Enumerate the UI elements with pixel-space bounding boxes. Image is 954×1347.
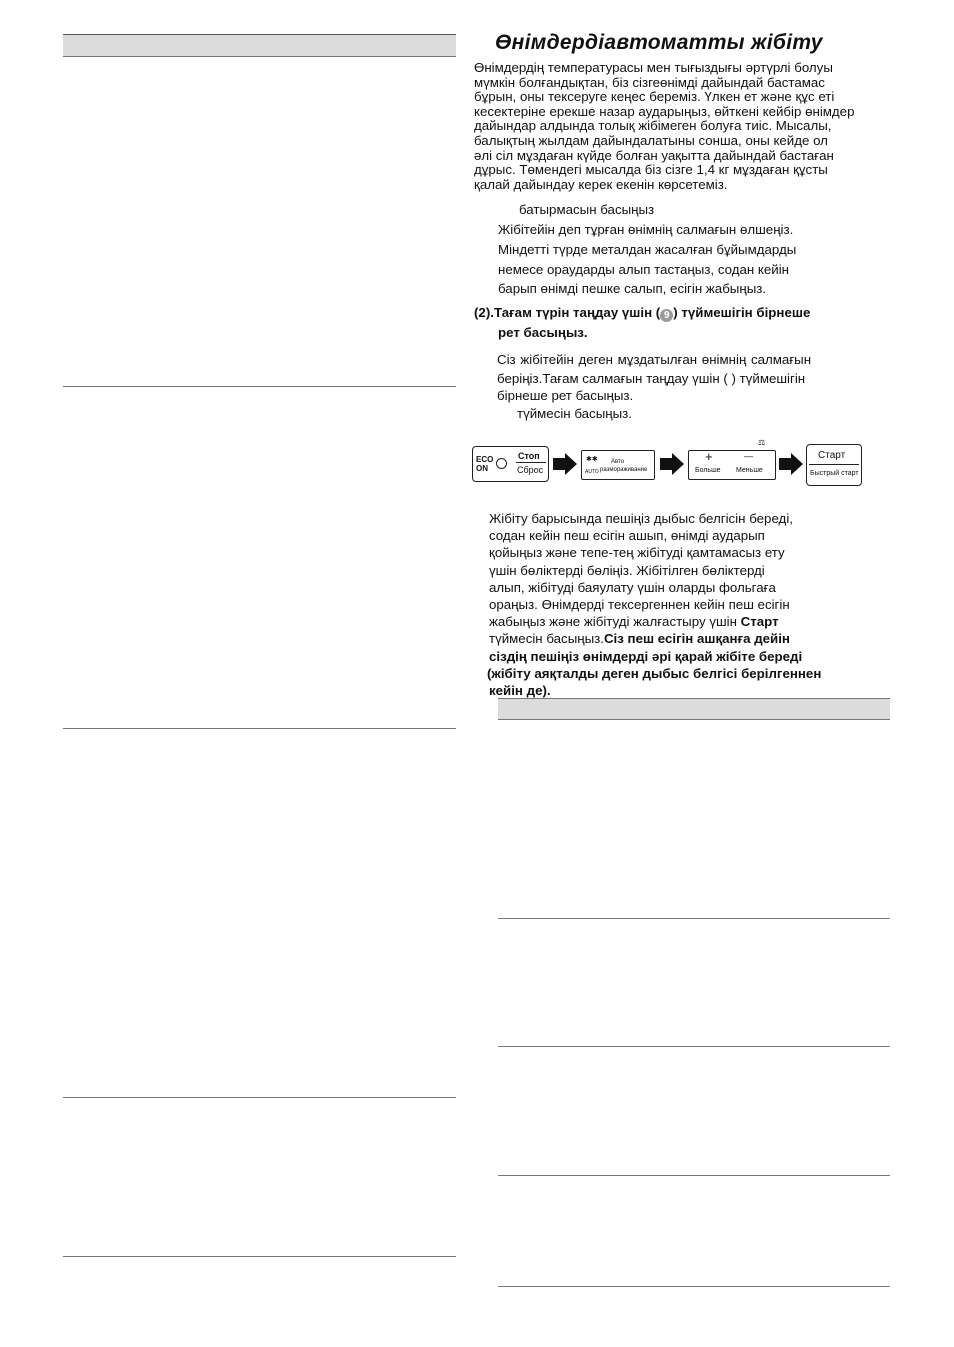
minus-icon: — bbox=[744, 451, 753, 461]
intro-line: кесектеріне ерекше назар аударыңыз, өйткені кейбір өнімдер bbox=[474, 103, 855, 119]
step3-line: беріңіз.Тағам салмағын таңдау үшін ( ) түймешігін bbox=[497, 370, 806, 386]
right-divider-2 bbox=[498, 1046, 890, 1047]
left-divider-3 bbox=[63, 1097, 456, 1098]
step2-prefix: (2).Тағам түрін таңдау үшін ( bbox=[474, 305, 661, 320]
step1-line: батырмасын басыңыз bbox=[519, 202, 655, 217]
note-line: содан кейін пеш есігін ашып, өнімді аударып bbox=[489, 528, 765, 544]
eco-leaf-icon bbox=[496, 458, 507, 469]
intro-line: қалай дайындау керек екенін көрсетеміз. bbox=[474, 176, 728, 192]
arrow-right-icon bbox=[779, 453, 803, 475]
weight-icon: ⚖ bbox=[758, 438, 766, 447]
intro-line: балықтың жылдам дайындалатыны сонша, оны кейде ол bbox=[474, 132, 828, 148]
note-bold-text: Сіз пеш есігін ашқанға дейін bbox=[603, 631, 790, 647]
step3-line: түймесін басыңыз. bbox=[517, 405, 632, 421]
auto-label: Авто bbox=[611, 459, 625, 465]
step1-line: немесе ораударды алып тастаңыз, содан кейін bbox=[498, 261, 789, 277]
arrow-right-icon bbox=[553, 453, 577, 475]
left-divider-4 bbox=[63, 1256, 456, 1257]
auto-defrost-button[interactable] bbox=[581, 450, 655, 480]
note-bold-line: кейін де). bbox=[489, 683, 551, 699]
defrost-label: размораживание bbox=[600, 467, 648, 473]
step1-line: Жібітейін деп тұрған өнімнің салмағын өлшеңіз. bbox=[498, 222, 794, 237]
more-label: Больше bbox=[695, 467, 721, 474]
note-line bbox=[489, 613, 841, 630]
step3-line: бірнеше рет басыңыз. bbox=[497, 387, 634, 403]
stop-reset-button-panel[interactable] bbox=[472, 446, 549, 482]
eco-label: ECO bbox=[476, 455, 494, 464]
step2-heading bbox=[474, 303, 874, 343]
start-word: Старт bbox=[740, 614, 779, 630]
note-bold-line: сіздің пешіңіз өнімдерді әрі қарай жібіте береді bbox=[489, 648, 803, 664]
intro-line: бұрын, оны тексеруге кеңес береміз. Үлкен ет және құс еті bbox=[474, 89, 835, 105]
step2-line-2: рет басыңыз. bbox=[498, 324, 588, 340]
note-line bbox=[489, 630, 841, 647]
auto-small-label: AUTO bbox=[585, 469, 599, 475]
step1-line: Міндетті түрде металдан жасалған бұйымдарды bbox=[498, 241, 797, 257]
on-label: ON bbox=[476, 464, 488, 473]
less-label: Меньше bbox=[736, 467, 763, 474]
arrow-right-icon bbox=[660, 453, 684, 475]
left-divider-2 bbox=[63, 728, 456, 729]
right-divider-3 bbox=[498, 1175, 890, 1176]
stop-label: Стоп bbox=[518, 451, 540, 461]
section-title: Өнімдердіавтоматты жібіту bbox=[495, 31, 823, 54]
left-header-bar bbox=[63, 34, 456, 57]
note-line: қойыңыз және тепе-тең жібітуді қамтамасыз ету bbox=[489, 545, 785, 561]
intro-line: әлі сіл мұздаған күйде болған уақытта дайындай бастаған bbox=[474, 147, 834, 163]
note-line: Жібіту барысында пешіңіз дыбыс белгісін береді, bbox=[489, 511, 793, 526]
reset-label: Сброс bbox=[517, 465, 544, 475]
step1-instructions bbox=[498, 220, 858, 299]
intro-line: дұрыс. Төмендегі мысалда біз сізге 1,4 кг мұздаған құсты bbox=[474, 162, 828, 178]
right-divider-1 bbox=[498, 918, 890, 919]
start-label: Старт bbox=[818, 450, 846, 461]
step2-suffix: ) түймешігін бірнеше bbox=[673, 305, 811, 320]
step3-instructions bbox=[497, 350, 867, 424]
right-table-header-bar bbox=[498, 698, 890, 720]
defrost-notes-paragraph bbox=[489, 510, 841, 699]
note-line-text: түймесін басыңыз. bbox=[489, 631, 604, 647]
note-bold-line: (жібіту аяқталды деген дыбыс белгісі берілгеннен bbox=[487, 665, 822, 681]
right-divider-4 bbox=[498, 1286, 890, 1287]
step1-line: барып өнімді пешке салып, есігін жабыңыз. bbox=[498, 281, 767, 297]
quick-start-label: Быстрый старт bbox=[810, 470, 859, 477]
note-line: алып, жібітуді баяулату үшін оларды фольгаға bbox=[489, 579, 776, 595]
plus-icon: + bbox=[705, 449, 713, 464]
note-line: ораңыз. Өнімдерді тексергеннен кейін пеш есігін bbox=[489, 597, 790, 613]
intro-line: мүмкін болғандықтан, біз сізгеөнімді дайындай бастамас bbox=[474, 74, 825, 90]
intro-line: Өнімдердің температурасы мен тығыздығы әртүрлі болуы bbox=[474, 60, 833, 75]
intro-paragraph bbox=[474, 61, 904, 192]
note-line: үшін бөліктерді бөліңіз. Жібітілген бөліктерді bbox=[489, 562, 765, 578]
more-less-button-panel[interactable] bbox=[688, 450, 776, 480]
start-button[interactable] bbox=[806, 444, 862, 486]
note-line-text: жабыңыз және жібітуді жалғастыру үшін bbox=[489, 614, 737, 630]
step3-line: Сіз жібітейін деген мұздатылған өнімнің салмағын bbox=[497, 352, 812, 367]
left-divider-1 bbox=[63, 386, 456, 387]
intro-line: дайындар алдында толық жібімеген болуға тиіс. Мысалы, bbox=[474, 118, 832, 134]
step2-line-1 bbox=[474, 303, 874, 323]
button-9-icon: 9 bbox=[660, 309, 673, 322]
snowflake-icon: ✱✱ bbox=[586, 456, 598, 463]
